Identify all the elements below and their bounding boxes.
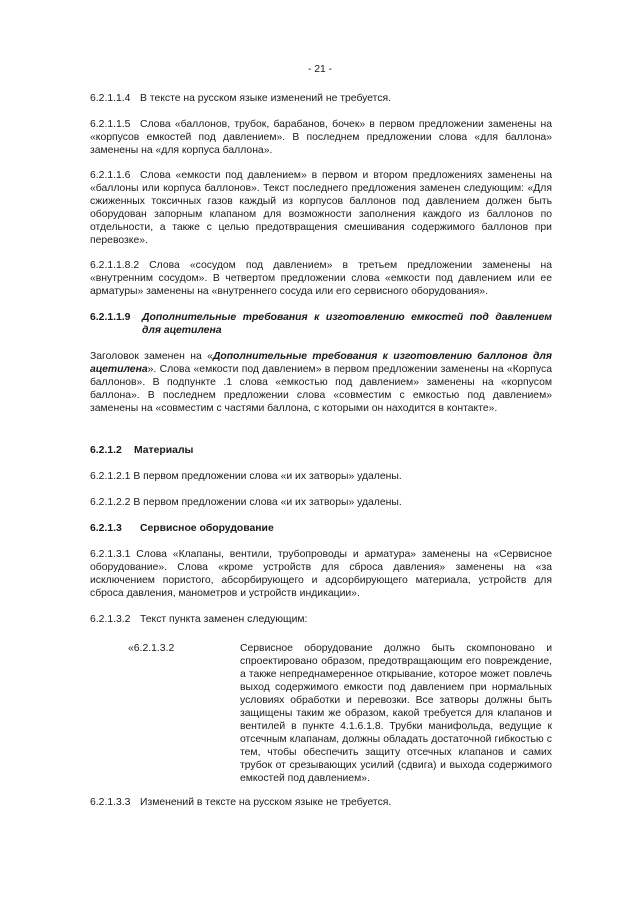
paragraph-text: 6.2.1.2.1 В первом предложении слова «и их затворы» удалены. [90, 471, 402, 482]
paragraph-text: Изменений в тексте на русском языке не требуется. [140, 797, 392, 808]
paragraph-6-2-1-3-3 [90, 796, 552, 809]
heading-title: Материалы [134, 445, 194, 456]
section-heading-service-equipment [90, 522, 552, 535]
paragraph-6-2-1-1-8-2 [90, 259, 552, 298]
heading-6-2-1-1-9 [90, 311, 552, 337]
heading-title: Дополнительные требования к изготовлению емкостей под давлением для ацетилена [142, 312, 552, 336]
paragraph-6-2-1-1-5 [90, 118, 552, 157]
heading-number: 6.2.1.2 [90, 445, 122, 456]
paragraph-text: Слова «баллонов, трубок, барабанов, бочек» в первом предложении заменены на «корпусов емкостей под давлением». В последнем предложении слова «для баллона» заменены на «для корпуса баллона». [90, 119, 552, 156]
paragraph-6-2-1-3-1 [90, 548, 552, 600]
heading-number: 6.2.1.1.9 [90, 312, 131, 323]
paragraph-6-2-1-2-1 [90, 470, 552, 483]
page-number: - 21 - [307, 64, 333, 75]
quoted-replacement-text [128, 642, 552, 785]
paragraph-number: 6.2.1.1.6 [90, 170, 131, 181]
paragraph-6-2-1-1-4 [90, 92, 552, 105]
quote-number: «6.2.1.3.2 [128, 643, 175, 654]
paragraph-number: 6.2.1.1.5 [90, 119, 131, 130]
heading-number: 6.2.1.3 [90, 523, 122, 534]
paragraph-number: 6.2.1.3.2 [90, 614, 131, 625]
paragraph-title-replacement [90, 350, 552, 415]
paragraph-6-2-1-2-2 [90, 496, 552, 509]
paragraph-6-2-1-1-6 [90, 169, 552, 247]
paragraph-text: 6.2.1.3.1 Слова «Клапаны, вентили, трубопроводы и арматура» заменены на «Сервисное оборудование». Слова «кроме устройств для сброса давления» заменены на «за исключением пористого, абсорбирующего и адсорбирующего материала, устройств для сброса давления, манометров и устройств индикации». [90, 549, 552, 599]
heading-title: Сервисное оборудование [140, 523, 274, 534]
paragraph-text: 6.2.1.1.8.2 Слова «сосудом под давлением» в третьем предложении заменены на «внутренним сосудом». В четвертом предложении слова «емкости под давлением или ее арматуры» заменены на «внутреннего сосуда или его сервисного оборудования». [90, 260, 552, 297]
paragraph-6-2-1-3-2 [90, 613, 552, 626]
paragraph-text: В тексте на русском языке изменений не требуется. [140, 93, 392, 104]
paragraph-text: 6.2.1.2.2 В первом предложении слова «и их затворы» удалены. [90, 497, 402, 508]
paragraph-lead: Заголовок заменен на « [90, 351, 213, 362]
paragraph-number: 6.2.1.1.4 [90, 93, 131, 104]
replaced-title: Дополнительные требования к изготовлению баллонов для ацетилена [90, 351, 553, 375]
paragraph-text: ». Слова «емкости под давлением» в первом предложении заменены на «Корпуса баллонов». В подпункте .1 слова «емкостью под давлением» заменены на «корпусом баллона». В последнем предложении слова «совместим с емкостью под давлением» заменены на «совместим с частями баллона, с которыми он находится в контакте». [90, 364, 552, 414]
paragraph-text: Текст пункта заменен следующим: [140, 614, 308, 625]
paragraph-number: 6.2.1.3.3 [90, 797, 131, 808]
paragraph-text: Слова «емкости под давлением» в первом и втором предложениях заменены на «баллоны или корпуса баллонов». Текст последнего предложения заменен следующим: «Для сжиженных токсичных газов каждый из корпусов баллонов под давлением должен быть оборудован запорным клапаном для возможности заполнения каждого из баллонов по отдельности, а также с целью предотвращения смешивания содержимого баллонов при перевозке». [90, 170, 552, 246]
section-heading-materials [90, 444, 552, 457]
quote-text: Сервисное оборудование должно быть скомпоновано и спроектировано образом, предотвращающим его повреждение, а также непреднамеренное открывание, которое может повлечь выход содержимого емкости под давлением при нормальных условиях обработки и перевозки. Все затворы должны быть защищены таким же образом, какой требуется для клапанов и вентилей в пункте 4.1.6.1.8. Трубки манифольда, ведущие к отсечным клапанам, должны обладать достаточной гибкостью с тем, чтобы обеспечить защиту отсечных клапанов и самих трубок от срезывающих усилий (сдвига) и выхода содержимого емкостей под давлением». [240, 643, 552, 784]
